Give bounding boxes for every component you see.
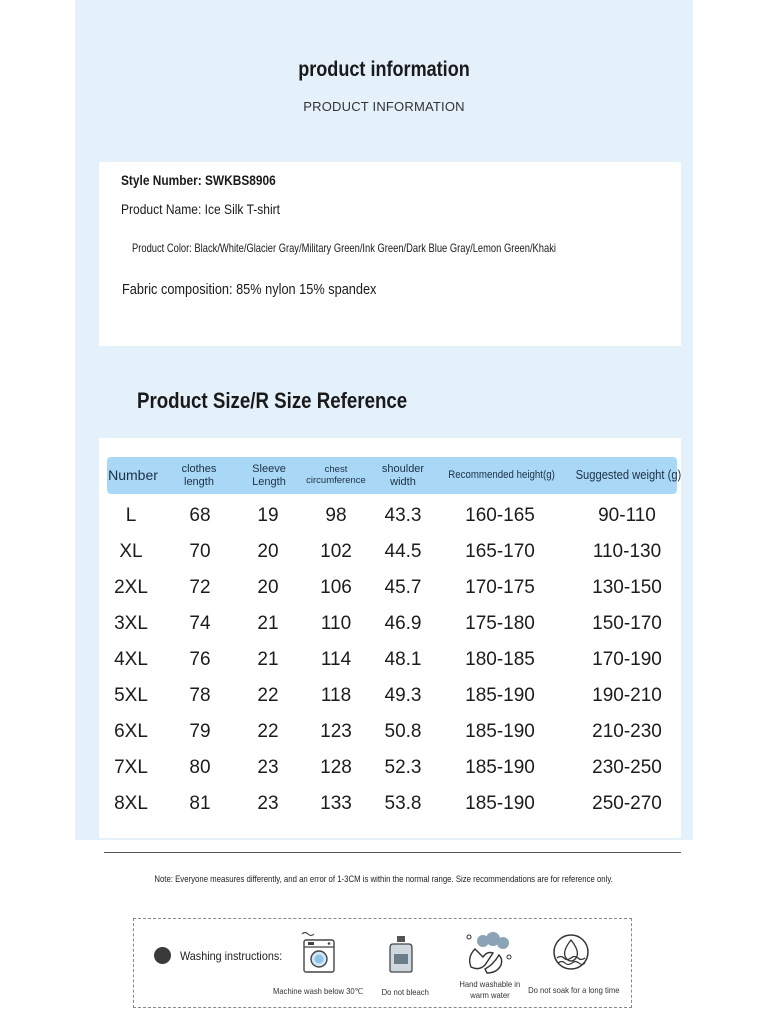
table-cell: 72	[189, 577, 211, 598]
table-cell: 250-270	[592, 793, 662, 814]
table-cell: 21	[257, 649, 279, 670]
table-cell: 185-190	[465, 685, 535, 706]
fabric-line	[122, 281, 376, 298]
table-cell: 180-185	[465, 649, 535, 670]
table-cell: 70	[189, 541, 211, 562]
bullet-dot	[154, 947, 171, 964]
product-name-label: Product Name:	[121, 201, 205, 217]
washing-machine-icon	[298, 930, 338, 974]
no-soak-icon	[551, 932, 591, 972]
table-cell: L	[125, 505, 137, 526]
product-color-line	[132, 241, 556, 255]
table-cell: 4XL	[114, 649, 148, 670]
hand-wash-icon	[463, 929, 515, 975]
table-cell: 43.3	[384, 505, 422, 526]
table-cell: 21	[257, 613, 279, 634]
table-cell: 80	[189, 757, 211, 778]
table-cell: 81	[189, 793, 211, 814]
column-header-weight: Suggested weight (g)	[575, 467, 681, 483]
column-header-height: Recommended height(g)	[448, 469, 556, 482]
column-header-clothes-length: clothes length	[181, 462, 217, 488]
page-title: product information	[298, 58, 470, 81]
table-cell: 20	[257, 541, 279, 562]
table-cell: 46.9	[384, 613, 422, 634]
table-cell: 23	[257, 757, 279, 778]
product-name-line	[121, 201, 280, 217]
caption-hand-wash: Hand washable in warm water	[459, 979, 521, 1000]
table-cell: 48.1	[384, 649, 422, 670]
table-cell: 160-165	[465, 505, 535, 526]
table-cell: 19	[257, 505, 279, 526]
product-name-value: Ice Silk T-shirt	[204, 201, 281, 217]
divider-line	[104, 852, 681, 853]
style-number-line	[121, 172, 276, 188]
product-color-value: Black/White/Glacier Gray/Military Green/Ink Green/Dark Blue Gray/Lemon Green/Khaki	[194, 241, 556, 255]
table-cell: 2XL	[114, 577, 148, 598]
table-row	[0, 714, 768, 750]
column-header-shoulder: shoulder width	[381, 462, 425, 488]
table-cell: 90-110	[598, 505, 656, 526]
table-row	[0, 570, 768, 606]
table-cell: 53.8	[384, 793, 422, 814]
size-section-title: Product Size/R Size Reference	[137, 388, 408, 413]
table-cell: 6XL	[114, 721, 148, 742]
table-cell: 7XL	[114, 757, 148, 778]
table-cell: 22	[257, 721, 279, 742]
table-cell: 23	[257, 793, 279, 814]
table-cell: 114	[320, 649, 352, 670]
caption-no-bleach: Do not bleach	[381, 987, 429, 997]
table-cell: 130-150	[592, 577, 662, 598]
table-cell: 76	[189, 649, 211, 670]
table-cell: 8XL	[114, 793, 148, 814]
table-cell: 44.5	[384, 541, 422, 562]
table-row	[0, 786, 768, 822]
table-cell: 170-175	[465, 577, 535, 598]
fabric-label: Fabric composition:	[122, 281, 237, 298]
table-row	[0, 678, 768, 714]
table-cell: 123	[320, 721, 352, 742]
table-cell: 74	[189, 613, 211, 634]
table-row	[0, 642, 768, 678]
table-cell: 133	[320, 793, 352, 814]
table-row	[0, 750, 768, 786]
column-header-sleeve-length: Sleeve Length	[252, 462, 286, 488]
caption-no-soak: Do not soak for a long time	[528, 985, 620, 995]
table-cell: 175-180	[465, 613, 535, 634]
table-cell: 98	[325, 505, 347, 526]
bleach-bottle-icon	[386, 934, 416, 974]
table-cell: 150-170	[592, 613, 662, 634]
column-header-number: Number	[108, 467, 158, 484]
measurement-note: Note: Everyone measures differently, and an error of 1-3CM is within the normal range. Size recommendations are for reference only.	[154, 874, 614, 885]
table-cell: 78	[189, 685, 211, 706]
table-row	[0, 534, 768, 570]
table-cell: 102	[320, 541, 352, 562]
table-cell: 190-210	[592, 685, 662, 706]
table-cell: 118	[320, 685, 352, 706]
style-number-value: SWKBS8906	[204, 172, 276, 188]
table-cell: 185-190	[465, 757, 535, 778]
table-cell: 45.7	[384, 577, 422, 598]
table-cell: 170-190	[592, 649, 662, 670]
table-cell: 185-190	[465, 793, 535, 814]
column-header-chest: chest circumference	[306, 463, 366, 486]
table-cell: 20	[257, 577, 279, 598]
table-row	[0, 498, 768, 534]
table-cell: 106	[320, 577, 352, 598]
table-cell: 22	[257, 685, 279, 706]
table-cell: 3XL	[114, 613, 148, 634]
table-cell: 210-230	[592, 721, 662, 742]
table-cell: 50.8	[384, 721, 422, 742]
table-cell: 165-170	[465, 541, 535, 562]
product-color-label: Product Color:	[132, 241, 195, 255]
washing-instructions-label: Washing instructions:	[180, 949, 283, 963]
table-cell: 230-250	[592, 757, 662, 778]
table-cell: 110-130	[592, 541, 662, 562]
table-row	[0, 606, 768, 642]
table-cell: 128	[320, 757, 352, 778]
table-cell: 68	[189, 505, 211, 526]
product-info-card	[99, 162, 681, 346]
page-subtitle: PRODUCT INFORMATION	[303, 99, 465, 114]
table-cell: 110	[320, 613, 352, 634]
caption-machine-wash: Machine wash below 30℃	[273, 986, 364, 996]
table-cell: 79	[189, 721, 211, 742]
fabric-value: 85% nylon 15% spandex	[236, 281, 377, 298]
table-cell: 52.3	[384, 757, 422, 778]
table-cell: 5XL	[114, 685, 148, 706]
table-cell: 185-190	[465, 721, 535, 742]
style-number-label: Style Number:	[121, 172, 205, 188]
table-cell: XL	[119, 541, 143, 562]
table-cell: 49.3	[384, 685, 422, 706]
